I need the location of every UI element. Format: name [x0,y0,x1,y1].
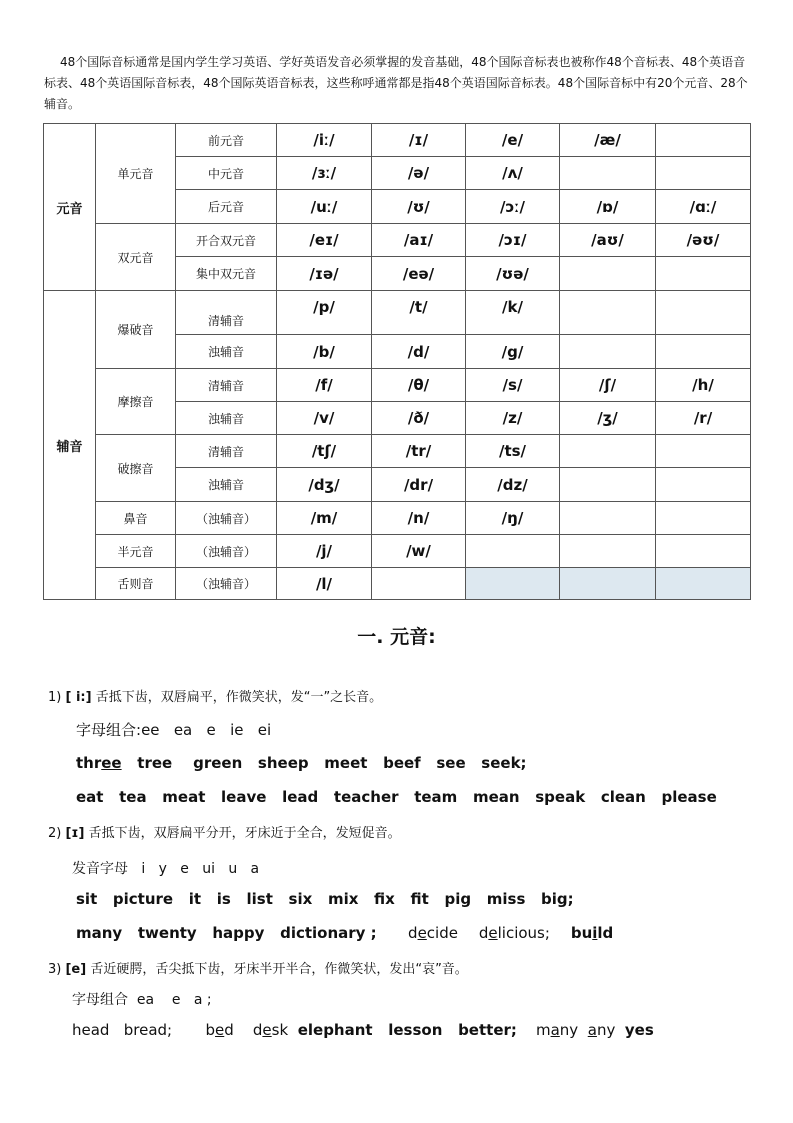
fricative-label: 摩擦音 [96,369,176,435]
ipa-symbol: /ʃ/ [560,369,656,402]
ipa-symbol: /k/ [466,291,560,335]
ipa-symbol: /ʌ/ [466,157,560,190]
affricate-label: 破擦音 [96,435,176,502]
voiced-paren-label: （浊辅音） [176,502,277,535]
ipa-symbol: /dr/ [372,468,466,502]
ipa-symbol: /uː/ [277,190,372,224]
lateral-label: 舌则音 [96,568,176,600]
item-3-words-row-1: head bread; bed desk elephant lesson better; many any yes [72,1021,654,1039]
ipa-symbol: /d/ [372,335,466,369]
empty-cell [560,335,656,369]
ipa-symbol: /ʊ/ [372,190,466,224]
ipa-symbol: /ɪə/ [277,257,372,291]
ipa-symbol: /iː/ [277,124,372,157]
semivowel-label: 半元音 [96,535,176,568]
ipa-symbol: /ɔɪ/ [466,224,560,257]
ipa-symbol: /ts/ [466,435,560,468]
shaded-cell [656,568,751,600]
empty-cell [560,468,656,502]
ipa-symbol: /h/ [656,369,751,402]
empty-cell [466,535,560,568]
empty-cell [656,257,751,291]
item-2-words-row-2: many twenty happy dictionary ; decide delicious; build [76,924,614,942]
front-vowel-label: 前元音 [176,124,277,157]
ipa-symbol: /ʒ/ [560,402,656,435]
ipa-chart-table [43,123,751,600]
voiced-paren-label: （浊辅音） [176,568,277,600]
intro-paragraph: 48个国际音标通常是国内学生学习英语、学好英语发音必须掌握的发音基础，48个国际音标表也被称作48个音标表、48个英语音标表、48个英语国际音标表，48个国际英语音标表，这些称呼通常都是指48个英语国际音标表。48个国际音标中有20个元音、28个辅音。 [44,55,748,111]
ipa-symbol: /ɪ/ [372,124,466,157]
ipa-symbol: /z/ [466,402,560,435]
ipa-symbol: /s/ [466,369,560,402]
empty-cell [560,291,656,335]
empty-cell [656,502,751,535]
ipa-symbol: /æ/ [560,124,656,157]
ipa-symbol: /dz/ [466,468,560,502]
item-1-words-row-2: eat tea meat leave lead teacher team mean speak clean please [76,788,717,806]
consonant-category-label: 辅音 [44,291,96,600]
empty-cell [560,535,656,568]
voiced-label: 浊辅音 [176,335,277,369]
item-3-combo: 字母组合 ea e a ; [72,992,212,1008]
ipa-symbol: /eə/ [372,257,466,291]
row-lateral [44,568,751,600]
item-2-words-row-1: sit picture it is list six mix fix fit pig miss big; [76,890,574,908]
ipa-symbol: /w/ [372,535,466,568]
item-1-combo: 字母组合:ee ea e ie ei [76,721,272,739]
row-affricate-voiceless [44,435,751,468]
central-vowel-label: 中元音 [176,157,277,190]
empty-cell [560,435,656,468]
section-title: 一. 元音: [357,626,436,648]
ipa-symbol: /e/ [466,124,560,157]
ipa-symbol: /tʃ/ [277,435,372,468]
empty-cell [372,568,466,600]
empty-cell [560,502,656,535]
empty-cell [560,257,656,291]
row-closing-diphthongs [44,224,751,257]
shaded-cell [466,568,560,600]
shaded-cell [560,568,656,600]
voiceless-label: 清辅音 [176,369,277,402]
ipa-symbol: /əʊ/ [656,224,751,257]
ipa-symbol: /ɑː/ [656,190,751,224]
empty-cell [656,157,751,190]
closing-diphthong-label: 开合双元音 [176,224,277,257]
ipa-symbol: /ʊə/ [466,257,560,291]
ipa-symbol: /g/ [466,335,560,369]
row-semivowel [44,535,751,568]
item-2-combo: 发音字母 i y e ui u a [72,861,260,877]
voiced-label: 浊辅音 [176,468,277,502]
empty-cell [656,124,751,157]
row-front-vowels [44,124,751,157]
ipa-symbol: /l/ [277,568,372,600]
ipa-symbol: /ɜː/ [277,157,372,190]
monophthong-label: 单元音 [96,124,176,224]
voiceless-label: 清辅音 [176,435,277,468]
item-1-heading: 1) [ i:] 舌抵下齿，双唇扁平，作微笑状，发“一”之长音。 [48,690,383,705]
ipa-symbol: /ŋ/ [466,502,560,535]
item-2-heading: 2) [ɪ] 舌抵下齿，双唇扁平分开，牙床近于全合，发短促音。 [48,826,401,841]
row-nasal [44,502,751,535]
empty-cell [656,468,751,502]
empty-cell [656,291,751,335]
empty-cell [656,435,751,468]
ipa-symbol: /f/ [277,369,372,402]
ipa-symbol: [e] [65,962,87,977]
ipa-symbol: /tr/ [372,435,466,468]
ipa-symbol: /t/ [372,291,466,335]
empty-cell [656,535,751,568]
empty-cell [656,335,751,369]
voiced-paren-label: （浊辅音） [176,535,277,568]
empty-cell [560,157,656,190]
ipa-symbol: /b/ [277,335,372,369]
row-plosive-voiceless [44,291,751,335]
ipa-symbol: /ɒ/ [560,190,656,224]
ipa-symbol: /j/ [277,535,372,568]
row-fricative-voiceless [44,369,751,402]
ipa-symbol: /aʊ/ [560,224,656,257]
ipa-symbol: /ə/ [372,157,466,190]
back-vowel-label: 后元音 [176,190,277,224]
ipa-symbol: /eɪ/ [277,224,372,257]
diphthong-label: 双元音 [96,224,176,291]
item-3-heading: 3) [e] 舌近硬腭，舌尖抵下齿，牙床半开半合，作微笑状，发出“哀”音。 [48,962,468,977]
ipa-symbol: /m/ [277,502,372,535]
plosive-label: 爆破音 [96,291,176,369]
ipa-symbol: /dʒ/ [277,468,372,502]
ipa-symbol: /r/ [656,402,751,435]
ipa-symbol: /ð/ [372,402,466,435]
ipa-symbol: /n/ [372,502,466,535]
voiceless-label: 清辅音 [176,291,277,335]
nasal-label: 鼻音 [96,502,176,535]
ipa-symbol: /v/ [277,402,372,435]
vowel-category-label: 元音 [44,124,96,291]
ipa-symbol: /ɔː/ [466,190,560,224]
ipa-symbol: /aɪ/ [372,224,466,257]
ipa-symbol: /θ/ [372,369,466,402]
ipa-symbol: [ɪ] [65,826,85,841]
item-1-words-row-1: three tree green sheep meet beef see seek; [76,754,527,772]
ipa-symbol: /p/ [277,291,372,335]
voiced-label: 浊辅音 [176,402,277,435]
centering-diphthong-label: 集中双元音 [176,257,277,291]
ipa-symbol: [ i:] [65,690,92,705]
